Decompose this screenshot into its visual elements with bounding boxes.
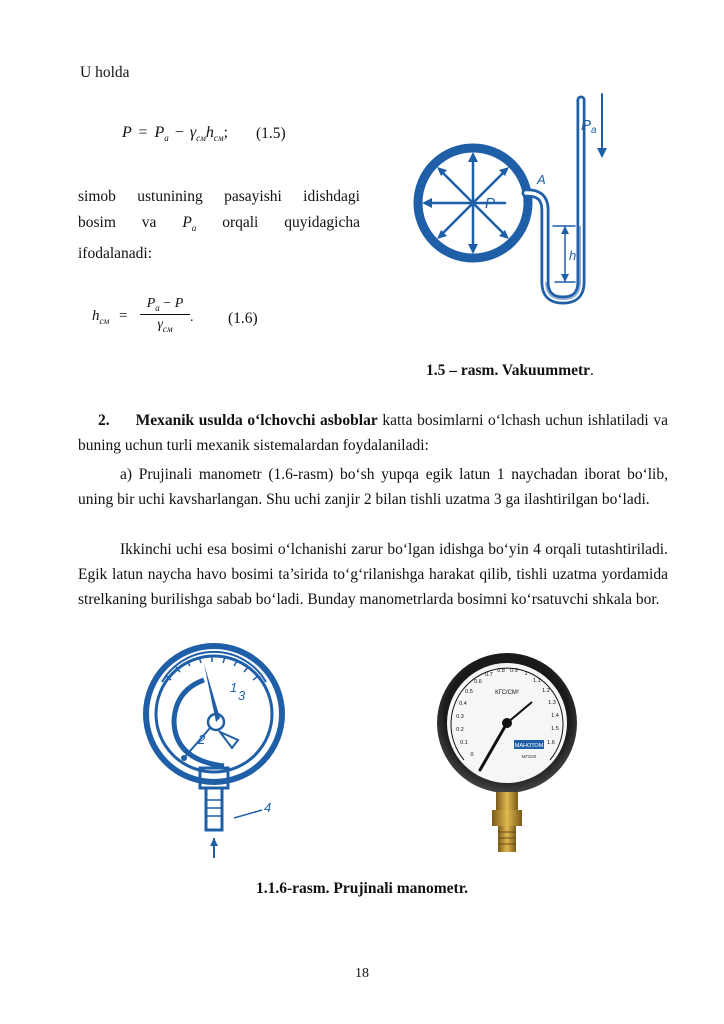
svg-text:h: h xyxy=(569,248,577,263)
para1-line2: bosim va $P_a$ orqali quyidagicha xyxy=(78,214,360,234)
svg-text:1.6: 1.6 xyxy=(547,740,555,746)
svg-text:0.8: 0.8 xyxy=(497,668,505,674)
svg-text:МАНОТОМ: МАНОТОМ xyxy=(514,743,544,749)
paragraph-a: a) Prujinali manometr (1.6-rasm) bo‘sh yupqa egik latun 1 naychadan iborat bo‘lib, uning bir uchi kavsharlangan. Shu uchi zanjir 2 bilan tishli uzatma 3 ga ilashtirilgan bo‘ladi. xyxy=(78,466,668,508)
formula-1-6-lhs: $h_{см}$ = xyxy=(92,308,128,326)
svg-text:0: 0 xyxy=(470,752,474,758)
manometer-schematic xyxy=(134,640,294,864)
formula-1-5: $P = P_a - \gamma_{см}h_{см}$; xyxy=(122,124,229,144)
svg-text:A: A xyxy=(537,172,546,187)
page-number: 18 xyxy=(355,966,369,981)
svg-text:0.7: 0.7 xyxy=(485,672,493,678)
svg-text:1.1: 1.1 xyxy=(533,678,541,684)
figure1-caption: 1.5 – rasm. Vakuummetr. xyxy=(426,362,594,379)
paragraph-b: Ikkinchi uchi esa bosimi o‘lchanishi zarur bo‘lgan idishga bo‘yin 4 orqali tutashtiriladi. Egik latun naycha havo bosimi ta’sirida to‘g‘rilanishga harakat qilib, tishli uzatma yordamida strelkaning burilishga sabab bo‘ladi. Bunday manometrlarda bosimni ko‘rsatuvchi shkala bor. xyxy=(78,541,668,608)
vacuummeter-figure xyxy=(405,92,615,314)
manometer-photo xyxy=(436,652,578,858)
svg-text:1: 1 xyxy=(524,671,528,677)
svg-text:0.3: 0.3 xyxy=(456,714,464,720)
section-2-heading: Mexanik usulda o‘lchovchi asboblar xyxy=(135,412,378,429)
svg-text:P: P xyxy=(485,195,496,212)
figure2-caption: 1.1.6-rasm. Prujinali manometr. xyxy=(255,880,469,897)
svg-text:1.2: 1.2 xyxy=(542,688,550,694)
svg-text:0.9: 0.9 xyxy=(510,668,518,674)
paragraph-1 xyxy=(78,184,360,267)
svg-text:1.4: 1.4 xyxy=(551,713,559,719)
svg-text:Pa: $P_a$ xyxy=(581,117,597,136)
para1-line3: ifodalanadi: xyxy=(78,245,153,263)
formula-1-6-number: (1.6) xyxy=(228,310,258,327)
formula-1-6-fraction: $P_a - P$ $\gamma_{см}$ xyxy=(140,296,190,334)
svg-text:2: 2 xyxy=(198,732,206,747)
para1-line1: simob ustunining pasayishi idishdagi xyxy=(78,188,360,205)
svg-text:МП100: МП100 xyxy=(521,754,537,759)
formula-1-6-end: . xyxy=(190,310,194,325)
svg-text:0.6: 0.6 xyxy=(474,679,482,685)
section-2-paragraph xyxy=(78,408,668,458)
svg-text:4: 4 xyxy=(264,800,272,815)
svg-text:1: 1 xyxy=(230,680,238,695)
section-2-number: 2. xyxy=(98,412,110,429)
svg-text:КГС/СМ²: КГС/СМ² xyxy=(495,690,519,696)
svg-text:0.2: 0.2 xyxy=(456,727,464,733)
section-2-text: katta bosimlarni o‘lchash uchun ishlatiladi va buning uchun turli mexanik sistemalardan foydalaniladi: xyxy=(78,412,668,454)
svg-text:0.1: 0.1 xyxy=(460,740,468,746)
svg-text:1.3: 1.3 xyxy=(548,700,556,706)
svg-text:1.5: 1.5 xyxy=(551,726,559,732)
formula-1-5-number: (1.5) xyxy=(256,125,286,142)
intro-text: U holda xyxy=(80,64,130,81)
svg-text:0.5: 0.5 xyxy=(465,689,473,695)
svg-text:0.4: 0.4 xyxy=(459,701,467,707)
svg-text:3: 3 xyxy=(238,688,246,703)
